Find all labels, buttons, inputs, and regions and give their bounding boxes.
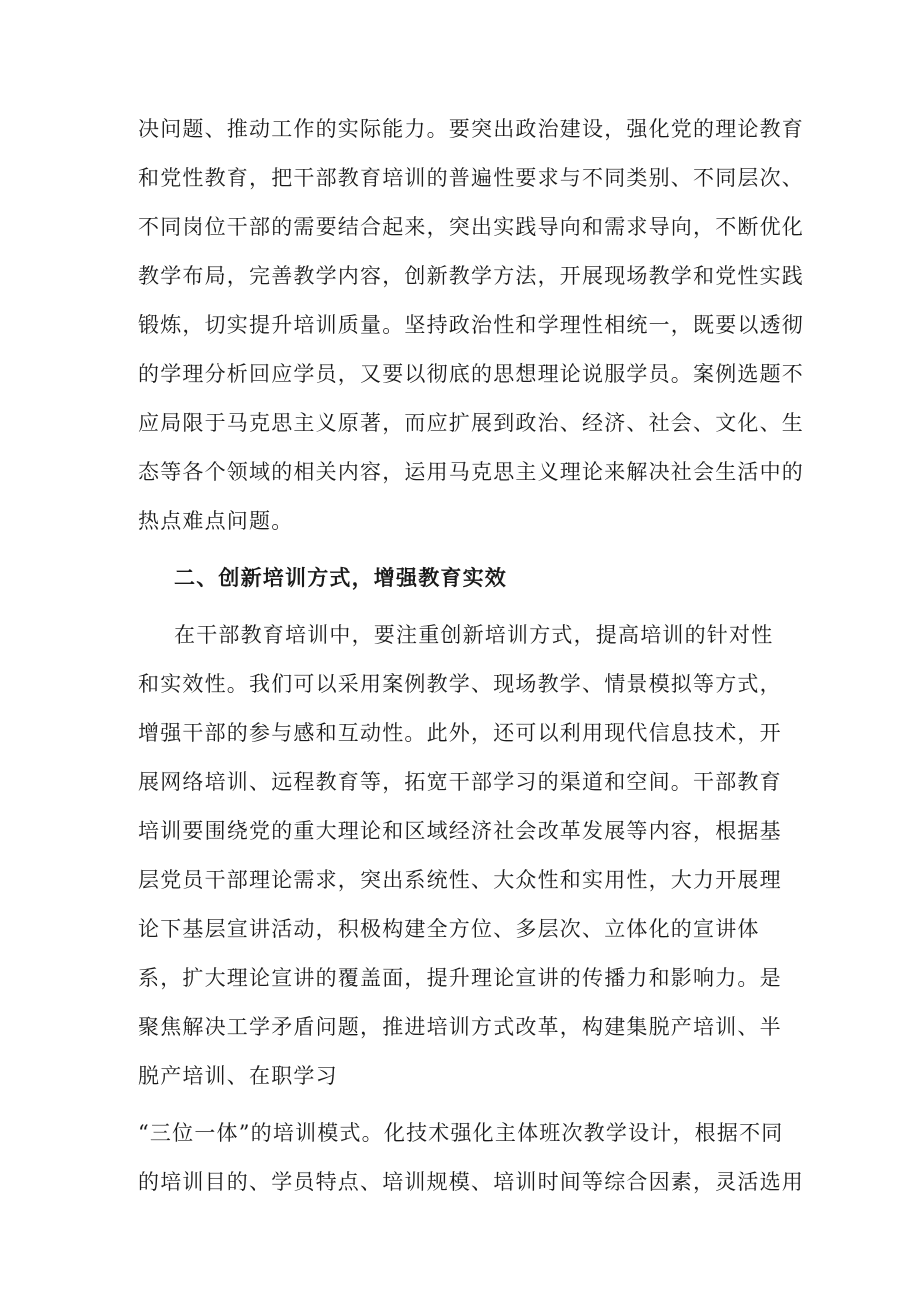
- text-line: 教学布局，完善教学内容，创新教学方法，开展现场教学和党性实践: [138, 264, 804, 288]
- text-line: 态等各个领域的相关内容，运用马克思主义理论来解决社会生活中的: [138, 460, 804, 484]
- text-line: 培训要围绕党的重大理论和区域经济社会改革发展等内容，根据基: [138, 819, 782, 843]
- text-line: 和党性教育，把干部教育培训的普遍性要求与不同类别、不同层次、: [138, 166, 804, 190]
- text-line: “三位一体”的培训模式。化技术强化主体班次教学设计，根据不同: [138, 1121, 784, 1145]
- text-line: 的学理分析回应学员，又要以彻底的思想理论说服学员。案例选题不: [138, 362, 804, 386]
- text-line: 系，扩大理论宣讲的覆盖面，提升理论宣讲的传播力和影响力。是: [138, 966, 782, 990]
- text-line: 和实效性。我们可以采用案例教学、现场教学、情景模拟等方式，: [138, 672, 782, 696]
- text-line: 增强干部的参与感和互动性。此外，还可以利用现代信息技术，开: [138, 721, 782, 745]
- text-line: 决问题、推动工作的实际能力。要突出政治建设，强化党的理论教育: [138, 117, 804, 141]
- text-line: 脱产培训、在职学习: [138, 1064, 338, 1088]
- text-line: 的培训目的、学员特点、培训规模、培训时间等综合因素，灵活选用: [138, 1170, 804, 1194]
- text-line: 锻炼，切实提升培训质量。坚持政治性和学理性相统一，既要以透彻: [138, 313, 804, 337]
- text-line: 应局限于马克思主义原著，而应扩展到政治、经济、社会、文化、生: [138, 411, 804, 435]
- text-line: 层党员干部理论需求，突出系统性、大众性和实用性，大力开展理: [138, 868, 782, 892]
- section-heading: 二、创新培训方式，增强教育实效: [174, 565, 507, 590]
- text-line: 论下基层宣讲活动，积极构建全方位、多层次、立体化的宣讲体: [138, 917, 760, 941]
- text-line: 在干部教育培训中，要注重创新培训方式，提高培训的针对性: [174, 623, 774, 647]
- text-line: 展网络培训、远程教育等，拓宽干部学习的渠道和空间。干部教育: [138, 770, 782, 794]
- text-line: 热点难点问题。: [138, 509, 294, 533]
- text-line: 聚焦解决工学矛盾问题，推进培训方式改革，构建集脱产培训、半: [138, 1015, 782, 1039]
- text-line: 不同岗位干部的需要结合起来，突出实践导向和需求导向，不断优化: [138, 215, 804, 239]
